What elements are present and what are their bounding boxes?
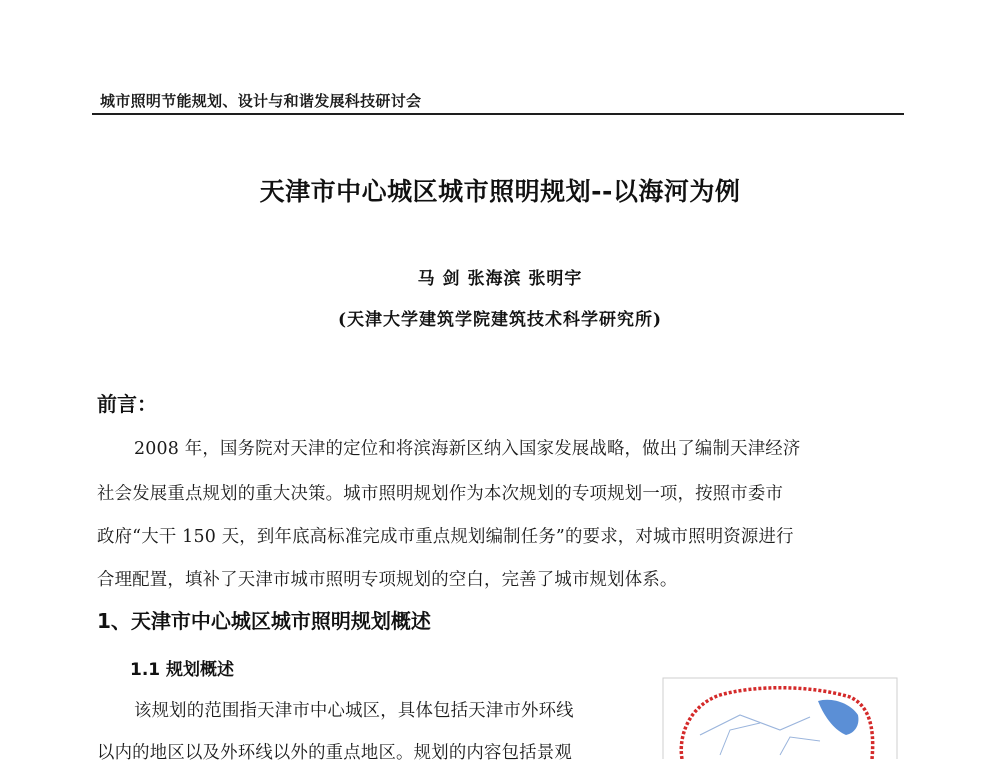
figure-frame [663,678,897,759]
section-1-heading: 1、天津市中心城区城市照明规划概述 [97,609,431,633]
city-map-figure [660,675,900,759]
preface-line-3: 政府“大干 150 天，到年底高标准完成市重点规划编制任务”的要求，对城市照明资源进行 [97,527,794,547]
authors: 马 剑 张海滨 张明宇 [417,269,583,289]
subsection-1-1-heading: 1.1 规划概述 [130,660,235,680]
preface-heading: 前言： [97,392,157,416]
body-line-2: 以内的地区以及外环线以外的重点地区。规划的内容包括景观 [97,743,572,763]
preface-line-4: 合理配置，填补了天津市城市照明专项规划的空白，完善了城市规划体系。 [97,570,678,590]
body-line-1: 该规划的范围指天津市中心城区，具体包括天津市外环线 [134,701,574,721]
paper-title: 天津市中心城区城市照明规划--以海河为例 [259,177,741,206]
city-map-graphic [660,675,900,759]
preface-line-1: 2008 年，国务院对天津的定位和将滨海新区纳入国家发展战略，做出了编制天津经济 [134,439,801,459]
preface-line-2: 社会发展重点规划的重大决策。城市照明规划作为本次规划的专项规划一项，按照市委市 [97,484,784,504]
header-rule [92,113,904,115]
running-header: 城市照明节能规划、设计与和谐发展科技研讨会 [100,92,422,110]
affiliation: (天津大学建筑学院建筑技术科学研究所) [337,310,663,330]
